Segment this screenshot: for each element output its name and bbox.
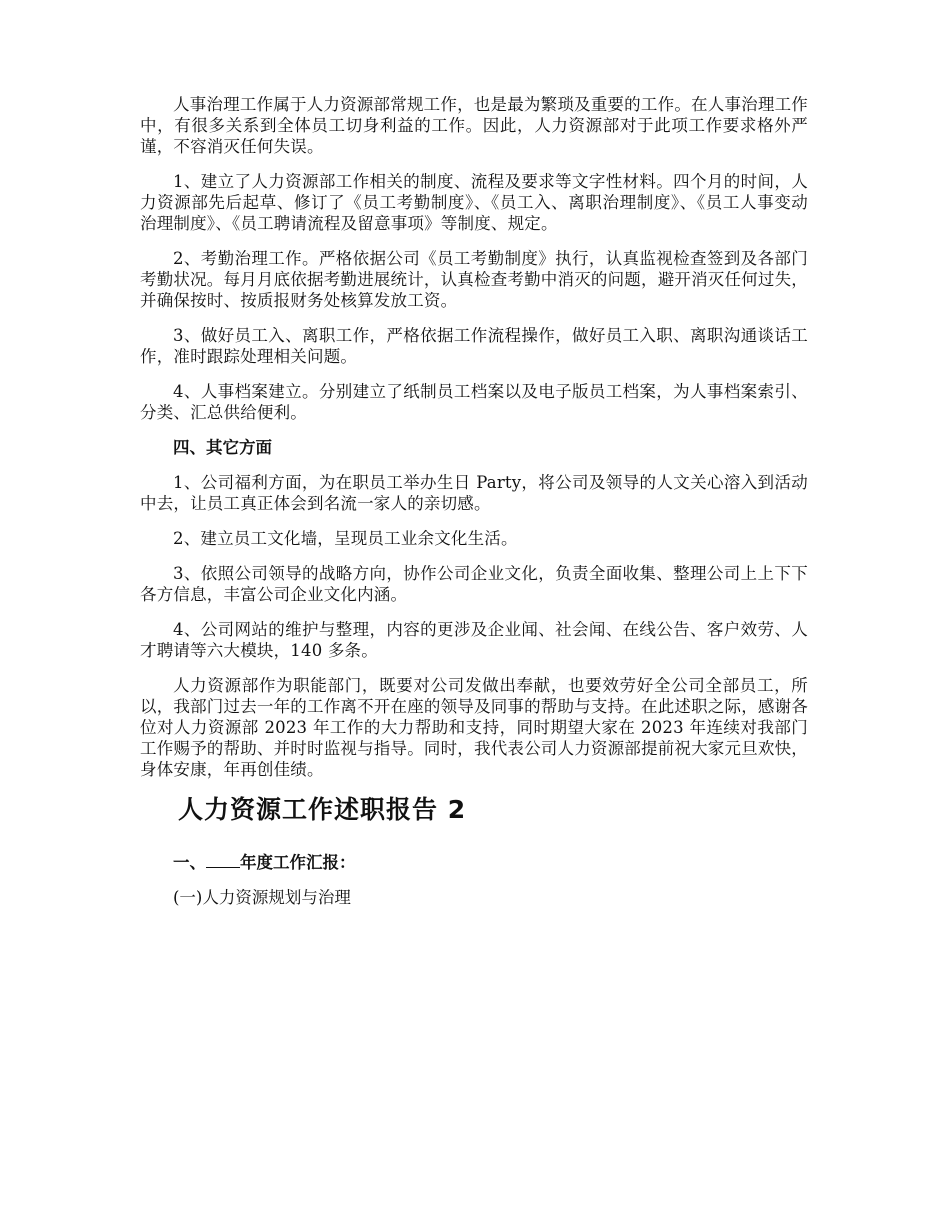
section-prefix: 一、 [173, 853, 206, 872]
blank-underline [206, 853, 240, 868]
paragraph-item-3: 3、做好员工入、离职工作，严格依据工作流程操作，做好员工入职、离职沟通谈话工作，准时跟踪处理相关问题。 [140, 326, 808, 366]
paragraph-item-2: 2、考勤治理工作。严格依据公司《员工考勤制度》执行，认真监视检查签到及各部门考勤状况。每月月底依据考勤进展统计，认真检查考勤中消灭的问题，避开消灭任何过失，并确保按时、按质报财务处核算发放工资。 [140, 249, 808, 310]
paragraph-item-4: 4、人事档案建立。分别建立了纸制员工档案以及电子版员工档案，为人事档案索引、分类、汇总供给便利。 [140, 382, 808, 422]
paragraph-other-1: 1、公司福利方面，为在职员工举办生日 Party，将公司及领导的人文关心溶入到活动中去，让员工真正体会到名流一家人的亲切感。 [140, 473, 808, 513]
paragraph-other-2: 2、建立员工文化墙，呈现员工业余文化生活。 [173, 529, 518, 548]
report-title: 人力资源工作述职报告 2 [178, 795, 467, 824]
document-page [140, 94, 808, 922]
paragraph-item-1: 1、建立了人力资源部工作相关的制度、流程及要求等文字性材料。四个月的时间，人力资源部先后起草、修订了《员工考勤制度》、《员工入、离职治理制度》、《员工人事变动治理制度》、《员工聘请流程及留意事项》等制度、规定。 [140, 172, 808, 233]
paragraph-intro: 人事治理工作属于人力资源部常规工作，也是最为繁琐及重要的工作。在人事治理工作中，有很多关系到全体员工切身利益的工作。因此，人力资源部对于此项工作要求格外严谨，不容消灭任何失误。 [140, 95, 808, 156]
paragraph-closing: 人力资源部作为职能部门，既要对公司发做出奉献，也要效劳好全公司全部员工，所以，我部门过去一年的工作离不开在座的领导及同事的帮助与支持。在此述职之际，感谢各位对人力资源部 2023 年工作的大力帮助和支持，同时期望大家在 2023 年连续对我部门工作赐予的帮助、并时时监视与指导。同时，我代表公司人力资源部提前祝大家元旦欢快，身体安康，年再创佳绩。 [140, 676, 808, 779]
section-heading-other: 四、其它方面 [173, 438, 272, 457]
section-suffix: 年度工作汇报： [240, 853, 356, 872]
section-heading-annual [140, 852, 808, 873]
paragraph-other-3: 3、依照公司领导的战略方向，协作公司企业文化，负责全面收集、整理公司上上下下各方信息，丰富公司企业文化内涵。 [140, 564, 808, 604]
paragraph-other-4: 4、公司网站的维护与整理，内容的更涉及企业闻、社会闻、在线公告、客户效劳、人才聘请等六大模块，140 多条。 [140, 620, 808, 660]
subsection-heading: (一)人力资源规划与治理 [173, 888, 351, 907]
